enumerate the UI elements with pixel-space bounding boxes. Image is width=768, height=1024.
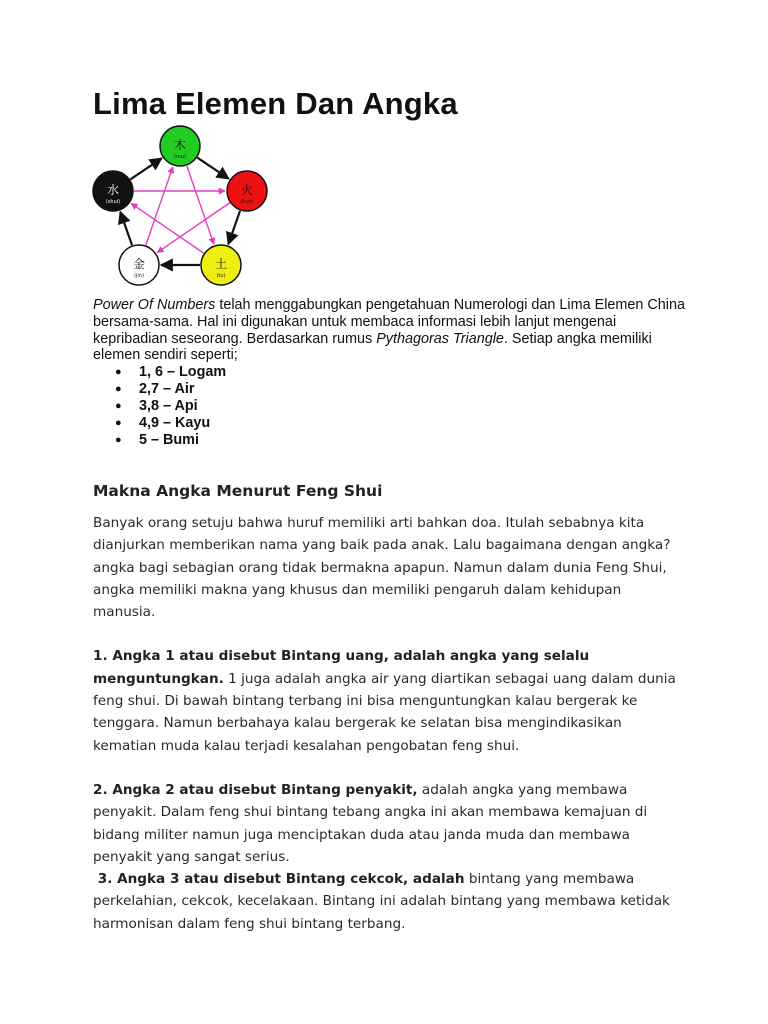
article-body [93,512,683,935]
water-node-roman: (shui) [105,199,121,205]
list-item [93,432,693,449]
bullet-icon: ● [115,400,122,413]
cycle-arrow [197,158,228,179]
intro-text-1: telah menggabungkan pengetahuan Numerologi dan Lima Elemen China bersama-sama. Hal ini digunakan untuk membaca informasi lebih lanjut mengenai kepribadian seseorang. Berdasarkan rumus [93,297,685,347]
water-node-char: 水 [106,183,120,197]
metal-node-roman: (jin) [134,273,144,279]
intro-italic-power-of-numbers: Power Of Numbers [93,297,216,313]
bullet-icon: ● [115,417,122,430]
paragraph-angka-2-lead: 2. Angka 2 atau disebut Bintang penyakit, [93,781,418,798]
fire-node-roman: (huo) [240,199,254,205]
star-arrow [146,167,173,245]
page-title: Lima Elemen Dan Angka [93,86,458,121]
intro-italic-pythagoras: Pythagoras Triangle [376,330,504,347]
list-item-text: 2,7 – Air [139,381,195,398]
bullet-icon: ● [115,434,122,447]
cycle-arrow [120,212,132,245]
five-elements-diagram [90,124,270,288]
list-item-text: 5 – Bumi [139,432,199,449]
fire-element-node [227,171,267,211]
bullet-icon: ● [115,383,122,396]
intro-paragraph [93,297,693,364]
paragraph-angka-3-lead: 3. Angka 3 atau disebut Bintang cekcok, adalah [93,871,465,888]
paragraph-intro: Banyak orang setuju bahwa huruf memiliki arti bahkan doa. Itulah sebabnya kita dianjurkan memberikan nama yang baik pada anak. Lalu bagaimana dengan angka? angka bagi sebagian orang tidak bermakna apapun. Namun dalam dunia Feng Shui, angka memiliki makna yang khusus dan memiliki pengaruh dalam kehidupan manusia. [93,515,671,621]
paragraph-angka-1 [93,645,683,756]
wood-node-char: 木 [173,138,187,152]
bullet-icon: ● [115,366,122,379]
metal-node-char: 金 [132,257,146,271]
paragraph-angka-3-text: bintang yang membawa perkelahian, cekcok, kecelakaan. Bintang ini adalah bintang yang membawa ketidak harmonisan dalam feng shui bintang terbang. [93,871,670,932]
intro-section [93,297,693,449]
list-item [93,415,693,432]
list-item [93,381,693,398]
paragraph-angka-1-lead: 1. Angka 1 atau disebut Bintang uang, adalah angka yang selalu menguntungkan. [93,648,590,687]
paragraph-angka-1-text: 1 juga adalah angka air yang diartikan sebagai uang dalam dunia feng shui. Di bawah bintang terbang ini bisa menguntungkan kalau bergerak ke tenggara. Namun berbahaya kalau bergerak ke selatan bisa mengindikasikan kematian muda kalau terjadi kesalahan pengobatan feng shui. [93,670,676,754]
paragraph-angka-3 [93,868,683,935]
intro-text-2: . Setiap angka memiliki elemen sendiri seperti; [93,330,652,364]
paragraph-angka-2 [93,779,683,868]
list-item-text: 3,8 – Api [139,398,198,415]
paragraph-angka-2-text: adalah angka yang membawa penyakit. Dalam feng shui bintang tebang angka ini akan membawa kemajuan di bidang militer namun juga menciptakan duda atau janda muda dan membawa penyakit yang sangat serius. [93,781,648,865]
star-arrow [187,166,214,244]
list-item-text: 4,9 – Kayu [139,415,211,432]
list-item [93,364,693,381]
metal-element-node [119,245,159,285]
element-number-list [93,364,693,449]
wood-node-roman: (mu) [174,154,186,160]
water-element-node [93,171,133,211]
controlling-cycle-star [131,166,230,253]
earth-node-roman: (tu) [216,273,226,279]
element-nodes [93,126,267,285]
cycle-arrow [228,211,240,244]
wood-element-node [160,126,200,166]
section-heading: Makna Angka Menurut Feng Shui [93,482,383,500]
fire-node-char: 火 [240,183,254,197]
earth-node-char: 土 [214,257,228,271]
list-item-text: 1, 6 – Logam [139,364,227,381]
list-item [93,398,693,415]
cycle-arrow [130,158,161,179]
earth-element-node [201,245,241,285]
